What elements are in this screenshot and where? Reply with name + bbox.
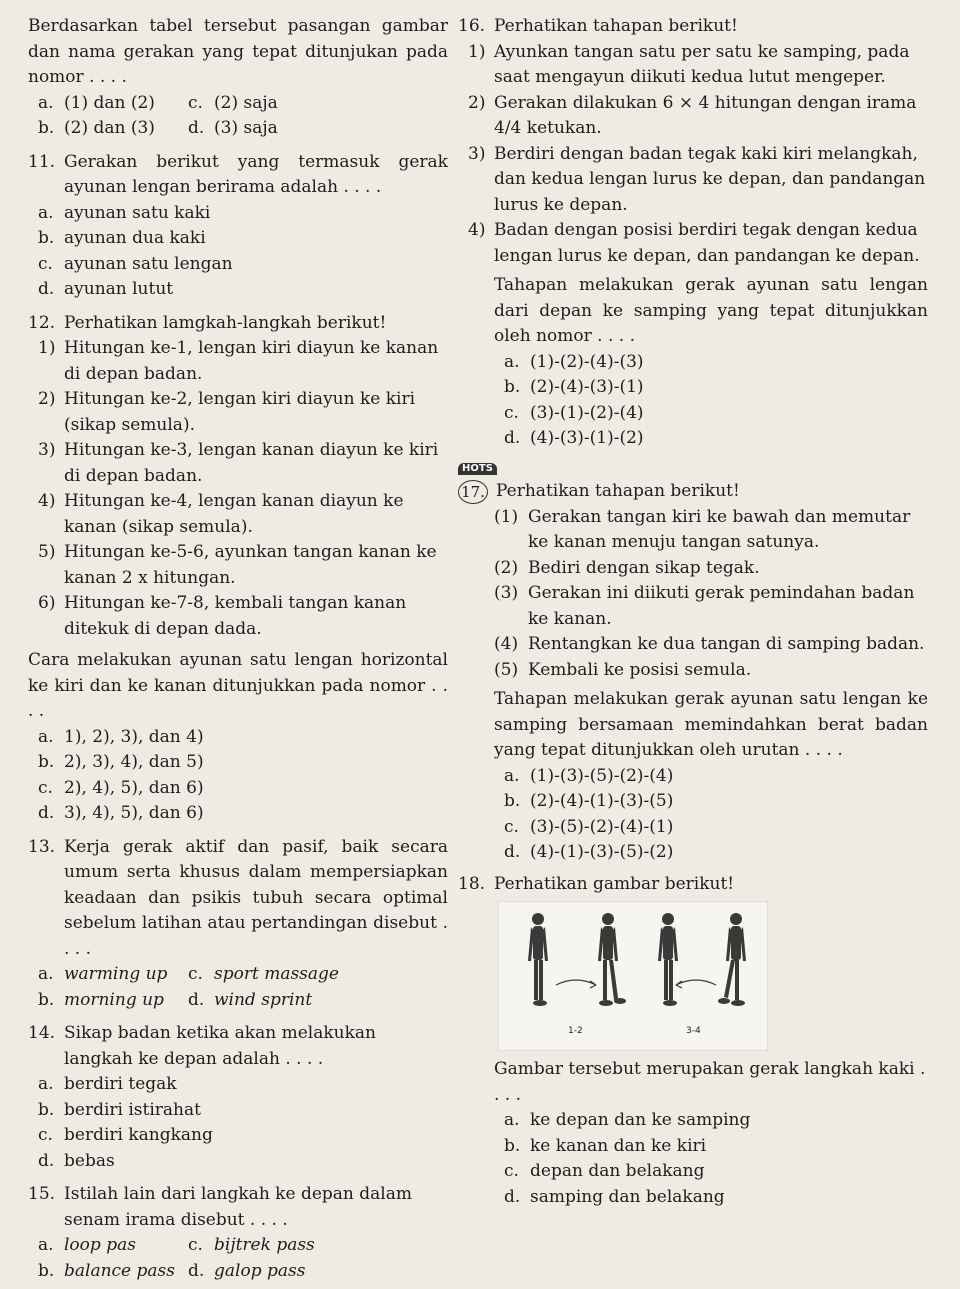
- question-number: 18.: [458, 873, 486, 894]
- question-18-options: [458, 1108, 928, 1210]
- question-15-text: Istilah lain dari langkah ke depan dalam senam irama disebut . . . .: [64, 1184, 412, 1230]
- question-10: [28, 14, 448, 142]
- figure-svg: [498, 901, 768, 1051]
- option-c[interactable]: c. bijtrek pass: [188, 1235, 315, 1255]
- question-13-options: [28, 962, 448, 1013]
- question-14: [28, 1021, 448, 1174]
- option-c[interactable]: c. 2), 4), 5), dan 6): [38, 777, 204, 798]
- question-16: [458, 14, 928, 452]
- question-16-text: Perhatikan tahapan berikut!: [494, 16, 738, 36]
- option-b[interactable]: b. (2) dan (3): [38, 118, 155, 138]
- question-18-text: Perhatikan gambar berikut!: [494, 873, 735, 894]
- question-number: 11.: [28, 151, 56, 172]
- option-c[interactable]: c. ayunan satu lengan: [38, 253, 233, 274]
- step-item: 4) Badan dengan posisi berdiri tegak dengan kedua lengan lurus ke depan, dan pandangan ke depan.: [468, 220, 920, 266]
- question-16-prompt: Tahapan melakukan gerak ayunan satu lengan dari depan ke samping yang tepat ditunjukkan oleh nomor . . . .: [494, 275, 928, 346]
- option-c[interactable]: c. (3)-(1)-(2)-(4): [504, 402, 644, 423]
- question-18-prompt: Gambar tersebut merupakan gerak langkah kaki . . . .: [494, 1059, 926, 1105]
- question-13-text: Kerja gerak aktif dan pasif, baik secara umum serta khusus dalam mempersiapkan keadaan dan psikis tubuh secara optimal sebelum latihan atau pertandingan disebut . . . .: [64, 836, 448, 959]
- option-b[interactable]: b. balance pass: [38, 1260, 175, 1281]
- option-d[interactable]: d. ayunan lutut: [38, 279, 174, 299]
- question-17-options: [458, 764, 928, 866]
- question-12-text: Perhatikan lamgkah-langkah berikut!: [64, 312, 387, 333]
- step-item: 1) Hitungan ke-1, lengan kiri diayun ke kanan di depan badan.: [38, 338, 439, 384]
- hots-badge: HOTS: [458, 463, 497, 475]
- step-item: 3) Hitungan ke-3, lengan kanan diayun ke kiri di depan badan.: [38, 440, 439, 486]
- question-12: [28, 311, 448, 827]
- question-17-prompt: Tahapan melakukan gerak ayunan satu lengan ke samping bersamaan memindahkan berat badan yang tepat ditunjukkan oleh urutan . . . .: [494, 689, 928, 760]
- question-16-steps: [458, 40, 928, 270]
- option-b[interactable]: b. (2)-(4)-(3)-(1): [504, 377, 644, 397]
- figure-label-1-2: 1-2: [568, 1026, 583, 1036]
- option-d[interactable]: d. (3) saja: [188, 118, 278, 138]
- step-item: 2) Hitungan ke-2, lengan kiri diayun ke kiri (sikap semula).: [38, 389, 416, 435]
- question-15-options: [28, 1233, 448, 1284]
- option-d[interactable]: d. bebas: [38, 1150, 115, 1171]
- question-10-options: [28, 91, 448, 142]
- step-item: (4) Rentangkan ke dua tangan di samping badan.: [494, 634, 925, 654]
- option-a[interactable]: a. loop pas: [38, 1235, 136, 1255]
- option-d[interactable]: d. (4)-(1)-(3)-(5)-(2): [504, 842, 674, 862]
- left-column: [28, 14, 448, 1284]
- right-column: [458, 14, 928, 1210]
- step-item: (5) Kembali ke posisi semula.: [494, 659, 752, 680]
- option-a[interactable]: a. ke depan dan ke samping: [504, 1110, 751, 1130]
- option-c[interactable]: c. (2) saja: [188, 92, 278, 113]
- step-item: (1) Gerakan tangan kiri ke bawah dan memutar ke kanan menuju tangan satunya.: [494, 506, 911, 552]
- option-a[interactable]: a. (1)-(2)-(4)-(3): [504, 351, 644, 372]
- option-c[interactable]: c. berdiri kangkang: [38, 1125, 213, 1145]
- question-18: [458, 872, 928, 1211]
- question-number: 12.: [28, 312, 56, 333]
- question-14-options: [28, 1072, 448, 1174]
- option-a[interactable]: a. berdiri tegak: [38, 1074, 177, 1094]
- step-item: 1) Ayunkan tangan satu per satu ke samping, pada saat mengayun diikuti kedua lutut mengeper.: [468, 41, 910, 87]
- option-a[interactable]: a. warming up: [38, 964, 168, 984]
- question-17-text: Perhatikan tahapan berikut!: [496, 481, 740, 501]
- question-number: 16.: [458, 16, 486, 36]
- step-item: (3) Gerakan ini diikuti gerak pemindahan badan ke kanan.: [494, 583, 915, 629]
- question-number: 15.: [28, 1184, 56, 1204]
- option-c[interactable]: c. sport massage: [188, 964, 339, 984]
- option-b[interactable]: b. morning up: [38, 989, 164, 1010]
- question-11: [28, 150, 448, 303]
- option-d[interactable]: d. samping dan belakang: [504, 1186, 725, 1207]
- option-d[interactable]: d. galop pass: [188, 1260, 306, 1281]
- question-11-text: Gerakan berikut yang termasuk gerak ayunan lengan berirama adalah . . . .: [64, 151, 448, 197]
- question-15: [28, 1182, 448, 1284]
- question-number: 14.: [28, 1023, 56, 1043]
- step-item: 3) Berdiri dengan badan tegak kaki kiri melangkah, dan kedua lengan lurus ke depan, dan pandangan lurus ke depan.: [468, 143, 926, 215]
- step-item: 4) Hitungan ke-4, lengan kanan diayun ke kanan (sikap semula).: [38, 491, 404, 537]
- option-b[interactable]: b. ke kanan dan ke kiri: [504, 1135, 707, 1156]
- step-item: 6) Hitungan ke-7-8, kembali tangan kanan ditekuk di depan dada.: [38, 593, 407, 639]
- question-17-steps: [458, 505, 928, 684]
- option-b[interactable]: b. (2)-(4)-(1)-(3)-(5): [504, 791, 674, 811]
- question-12-options: [28, 725, 448, 827]
- option-a[interactable]: a. 1), 2), 3), dan 4): [38, 726, 204, 747]
- question-12-prompt: Cara melakukan ayunan satu lengan horizontal ke kiri dan ke kanan ditunjukkan pada nomor . . . .: [28, 650, 448, 721]
- option-a[interactable]: a. (1) dan (2): [38, 92, 155, 113]
- option-a[interactable]: a. ayunan satu kaki: [38, 202, 211, 223]
- option-b[interactable]: b. berdiri istirahat: [38, 1099, 201, 1120]
- step-figure-illustration: [498, 901, 768, 1051]
- question-12-steps: [28, 336, 448, 642]
- option-d[interactable]: d. (4)-(3)-(1)-(2): [504, 428, 644, 448]
- step-item: (2) Bediri dengan sikap tegak.: [494, 557, 760, 578]
- step-item: 2) Gerakan dilakukan 6 × 4 hitungan dengan irama 4/4 ketukan.: [468, 92, 917, 138]
- option-c[interactable]: c. (3)-(5)-(2)-(4)-(1): [504, 816, 674, 837]
- question-number: 17.: [458, 480, 488, 504]
- question-16-options: [458, 350, 928, 452]
- figure-label-3-4: 3-4: [686, 1026, 701, 1036]
- option-c[interactable]: c. depan dan belakang: [504, 1161, 705, 1181]
- question-11-options: [28, 201, 448, 303]
- question-17: [458, 454, 928, 866]
- option-b[interactable]: b. ayunan dua kaki: [38, 228, 206, 248]
- question-10-text: Berdasarkan tabel tersebut pasangan gambar dan nama gerakan yang tepat ditunjukan pada nomor . . . .: [28, 16, 448, 87]
- question-14-text: Sikap badan ketika akan melakukan langkah ke depan adalah . . . .: [64, 1023, 376, 1069]
- option-b[interactable]: b. 2), 3), 4), dan 5): [38, 752, 204, 772]
- option-d[interactable]: d. wind sprint: [188, 989, 313, 1010]
- option-d[interactable]: d. 3), 4), 5), dan 6): [38, 803, 204, 823]
- question-13: [28, 835, 448, 1014]
- question-number: 13.: [28, 836, 56, 857]
- step-item: 5) Hitungan ke-5-6, ayunkan tangan kanan ke kanan 2 x hitungan.: [38, 542, 437, 588]
- option-a[interactable]: a. (1)-(3)-(5)-(2)-(4): [504, 765, 674, 786]
